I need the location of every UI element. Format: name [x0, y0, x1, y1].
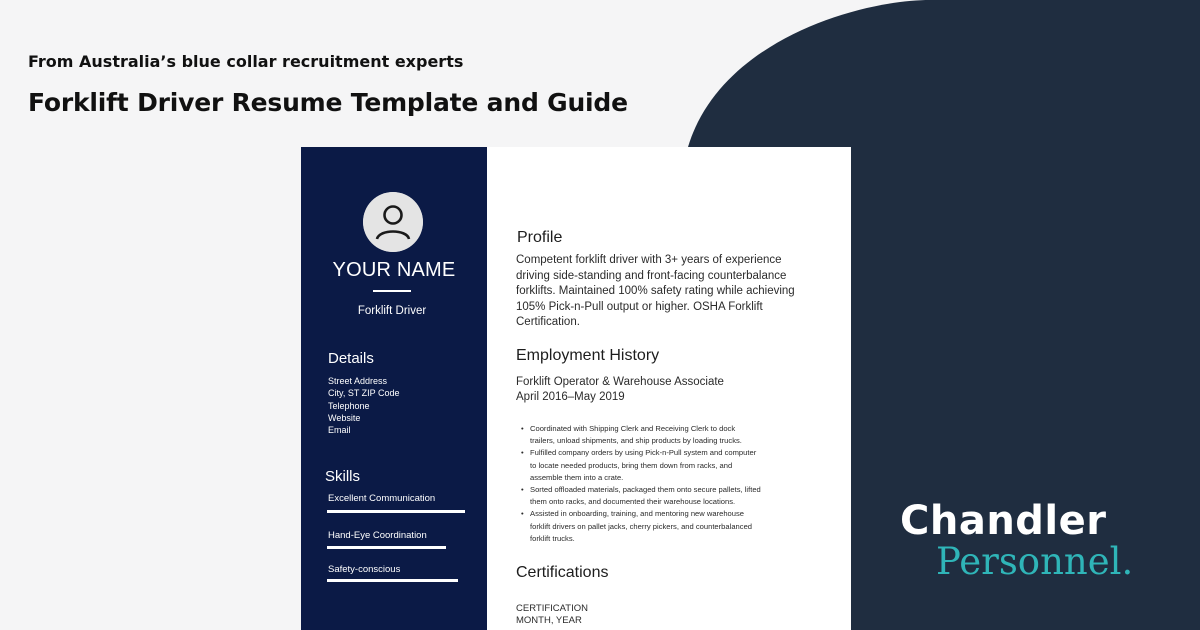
- bullet-line: trailers, unload shipments, and ship products by loading trucks.: [530, 436, 742, 446]
- resume-sidebar: [301, 147, 487, 630]
- resume-name: YOUR NAME: [332, 259, 456, 281]
- list-item: [521, 423, 821, 447]
- details-list: [328, 375, 400, 436]
- skill-bar: [327, 546, 446, 549]
- resume-job-title: Forklift Driver: [357, 305, 427, 317]
- skill-bar: [327, 579, 458, 582]
- skill-label: Safety-conscious: [328, 564, 401, 575]
- divider: [373, 290, 411, 292]
- profile-heading: Profile: [517, 229, 563, 246]
- role-title: Forklift Operator & Warehouse Associate: [516, 376, 724, 388]
- profile-line: 105% Pick-n-Pull output or higher. OSHA Forklift: [516, 300, 763, 313]
- list-item: [521, 484, 821, 508]
- bullet-line: them onto racks, and documented their warehouse locations.: [530, 497, 736, 507]
- bullet-line: • Coordinated with Shipping Clerk and Receiving Clerk to dock: [530, 424, 736, 433]
- tagline: From Australia’s blue collar recruitment experts: [28, 52, 464, 71]
- avatar: [363, 192, 423, 252]
- resume-main: [516, 147, 836, 630]
- details-heading: Details: [328, 350, 374, 367]
- brand-name-line2: Personnel.: [936, 540, 1134, 583]
- detail-email: Email: [328, 425, 351, 436]
- certification-block: [516, 603, 588, 627]
- page-title: Forklift Driver Resume Template and Guide: [28, 88, 628, 117]
- detail-website: Website: [328, 412, 361, 423]
- employment-heading: Employment History: [516, 347, 660, 364]
- bullet-line: assemble them into a crate.: [530, 472, 624, 482]
- bullet-line: • Assisted in onboarding, training, and mentoring new warehouse: [530, 509, 745, 519]
- certifications-heading: Certifications: [516, 564, 609, 581]
- certification-name: CERTIFICATION: [516, 603, 588, 614]
- profile-text: [516, 253, 816, 331]
- skill-label: Hand-Eye Coordination: [328, 530, 427, 541]
- brand-name-line1: Chandler: [900, 498, 1107, 544]
- bullet-line: to locate needed products, bring them down from racks, and: [530, 460, 733, 470]
- detail-city: City, ST ZIP Code: [328, 388, 400, 399]
- profile-line: forklifts. Maintained 100% safety rating while achieving: [516, 285, 795, 297]
- profile-line: Competent forklift driver with 3+ years of experience: [516, 254, 782, 266]
- bullet-line: • Fulfilled company orders by using Pick-n-Pull system and computer: [530, 448, 757, 458]
- skill-label: Excellent Communication: [328, 493, 436, 504]
- list-item: [521, 447, 821, 484]
- role-block: [516, 375, 724, 405]
- bullet-line: • Sorted offloaded materials, packaged them onto secure pallets, lifted: [530, 485, 761, 495]
- person-icon: [363, 192, 423, 252]
- detail-telephone: Telephone: [328, 400, 370, 411]
- resume-template-preview: [301, 147, 851, 630]
- skills-heading: Skills: [325, 468, 361, 485]
- employment-bullets: [521, 423, 821, 545]
- profile-line: driving side-standing and front-facing counterbalance: [516, 269, 787, 282]
- bullet-line: forklift drivers on pallet jacks, cherry pickers, and counterbalanced: [530, 521, 753, 531]
- profile-line: Certification.: [516, 316, 580, 328]
- skill-bar: [327, 510, 465, 513]
- bullet-line: forklift trucks.: [530, 533, 575, 543]
- certification-date: MONTH, YEAR: [516, 615, 582, 626]
- list-item: [521, 508, 821, 545]
- detail-street: Street Address: [328, 376, 388, 386]
- role-dates: April 2016–May 2019: [516, 391, 625, 403]
